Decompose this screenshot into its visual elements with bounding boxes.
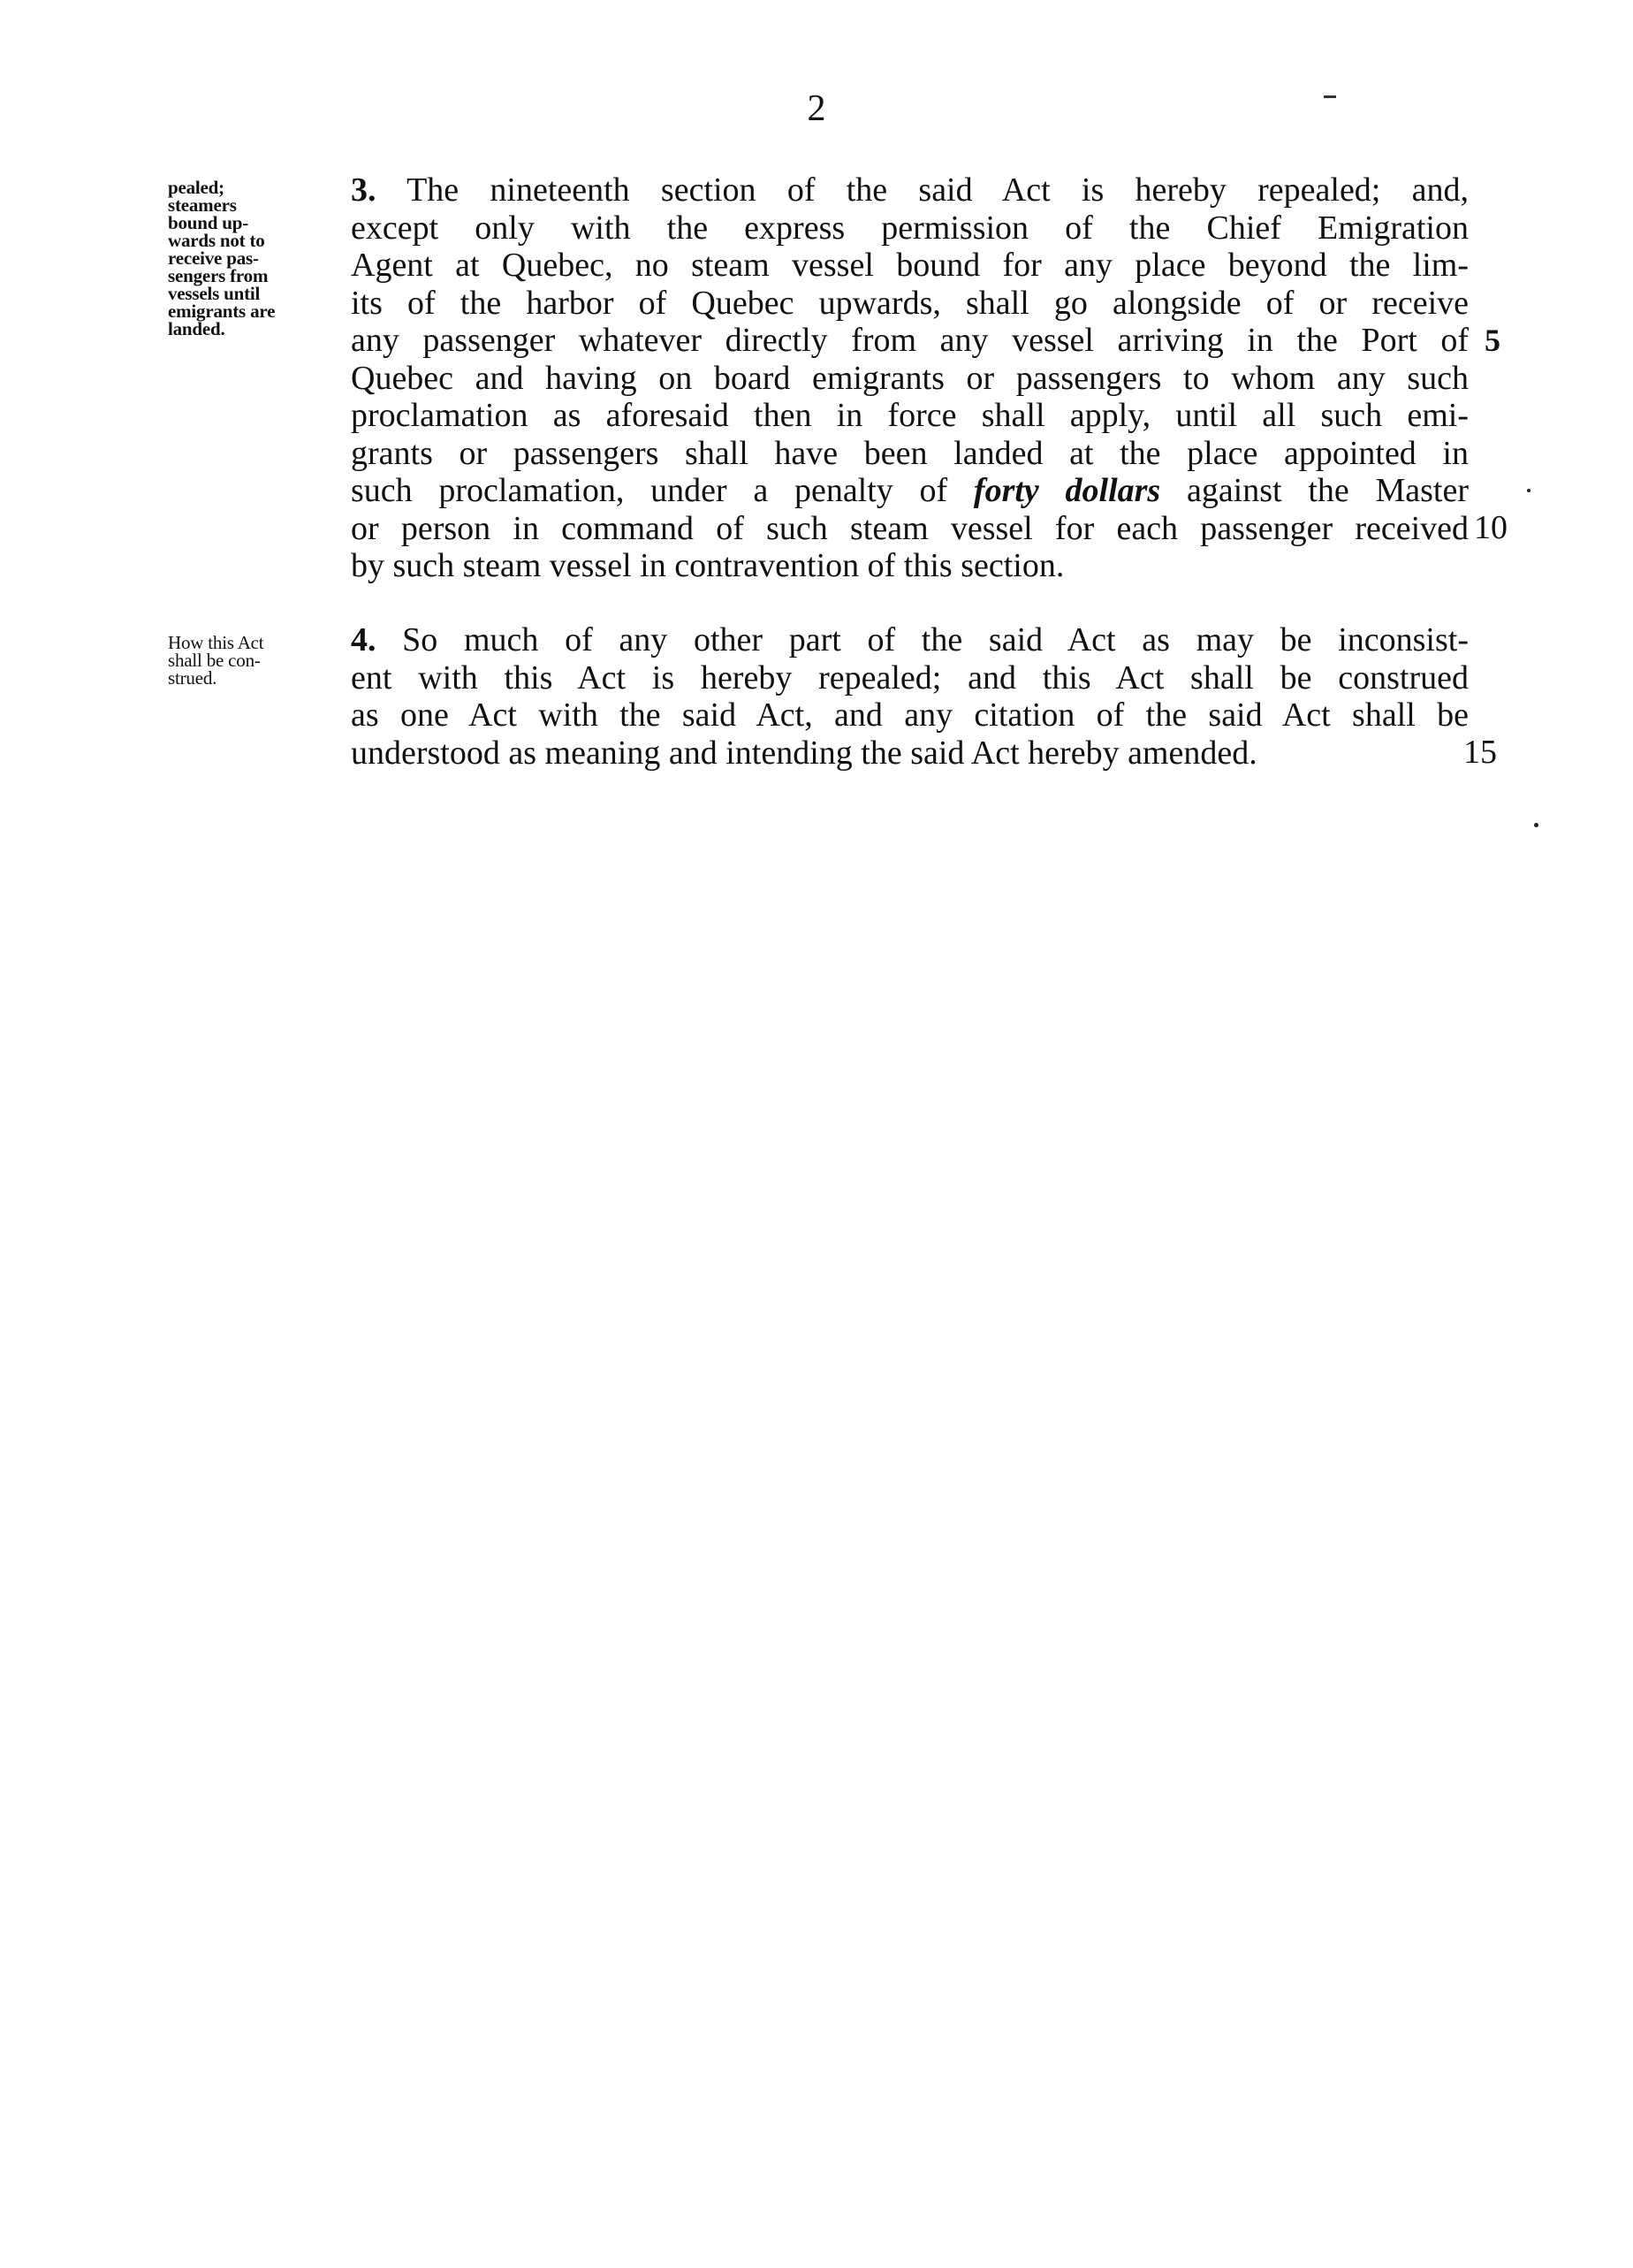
body-line: by such steam vessel in contravention of this section. xyxy=(351,547,1065,584)
body-line: its of the harbor of Quebec upwards, shall go alongside of or receive xyxy=(351,284,1469,322)
body-line: Quebec and having on board emigrants or passengers to whom any such xyxy=(351,359,1469,397)
scan-mark xyxy=(1324,95,1336,98)
body-line: except only with the express permission of the Chief Emigration xyxy=(351,209,1469,247)
section-number: 3. xyxy=(351,171,376,209)
body-line: Agent at Quebec, no steam vessel bound for any place beyond the lim- xyxy=(351,247,1469,284)
body-line: understood as meaning and intending the said Act hereby amended. xyxy=(351,734,1257,772)
margin-note-section-4: How this Act shall be con- strued. xyxy=(168,632,264,689)
page-number: 2 xyxy=(807,88,826,129)
line-number-5: 5 xyxy=(1485,323,1500,358)
body-line: ent with this Act is hereby repealed; and this Act shall be construed xyxy=(351,658,1469,696)
scan-speck xyxy=(1534,823,1538,827)
section-4-body xyxy=(351,621,1469,772)
section-number: 4. xyxy=(351,621,376,658)
body-line: 4. So much of any other part of the said Act as may be inconsist- xyxy=(351,621,1469,658)
body-line: proclamation as aforesaid then in force shall apply, until all such emi- xyxy=(351,397,1469,434)
line-number-15: 15 xyxy=(1463,734,1497,771)
scan-speck xyxy=(1527,489,1530,492)
body-line: grants or passengers shall have been landed at the place appointed in xyxy=(351,434,1469,472)
body-line: 3. The nineteenth section of the said Act is hereby repealed; and, xyxy=(351,171,1469,209)
penalty-amount: forty dollars xyxy=(973,472,1161,509)
line-number-10: 10 xyxy=(1474,509,1508,546)
body-line: or person in command of such steam vessel for each passenger received xyxy=(351,509,1469,547)
body-line: as one Act with the said Act, and any citation of the said Act shall be xyxy=(351,696,1469,734)
margin-note-section-3: pealed; steamers bound up- wards not to receive pas- sengers from vessels until emigrants are landed. xyxy=(168,177,276,339)
body-line: any passenger whatever directly from any vessel arriving in the Port of xyxy=(351,322,1469,359)
body-line: such proclamation, under a penalty of forty dollars against the Master xyxy=(351,472,1469,509)
section-3-body xyxy=(351,171,1469,585)
